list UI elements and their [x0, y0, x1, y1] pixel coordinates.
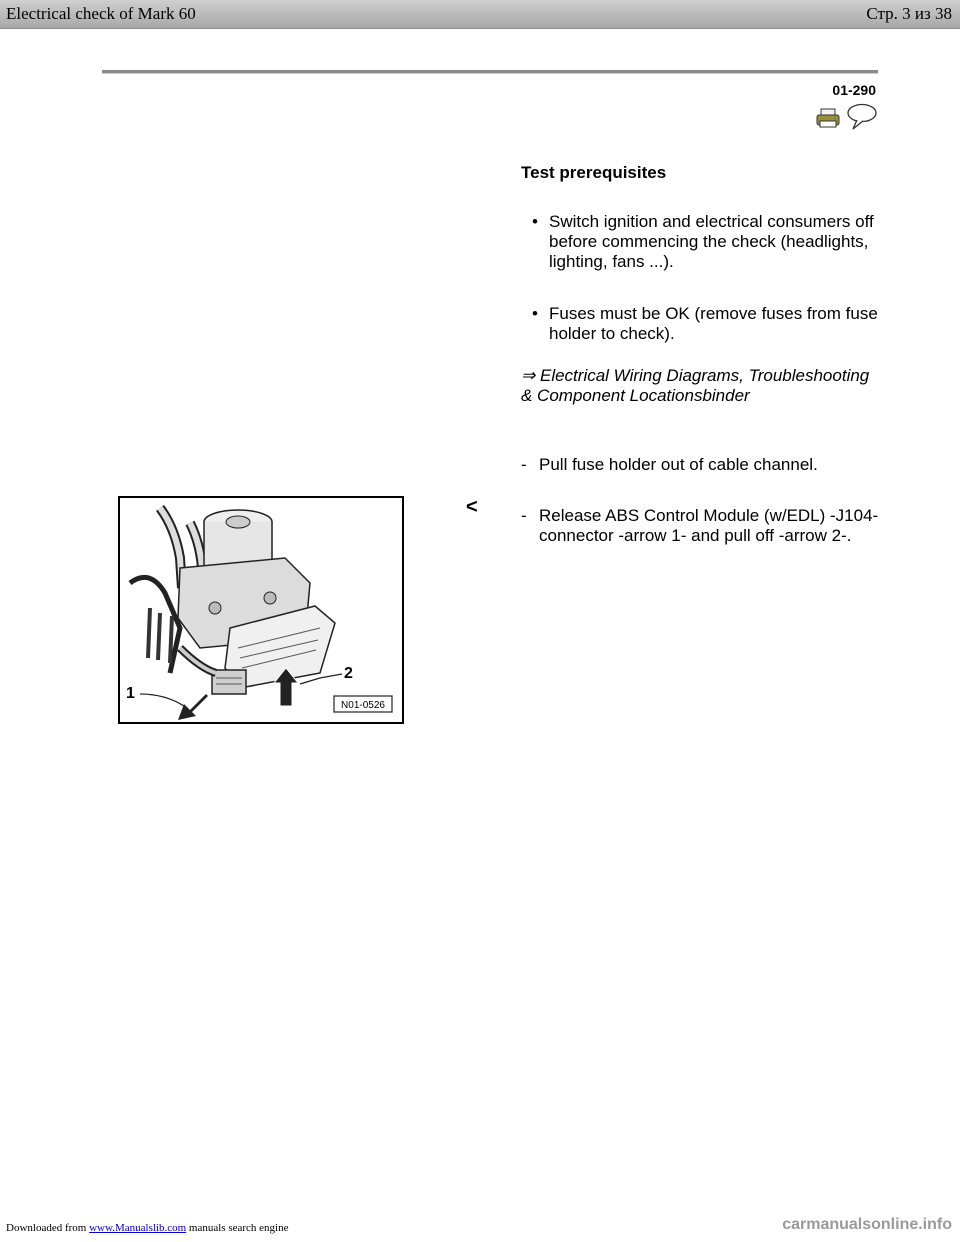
- callout-1: 1: [126, 685, 135, 702]
- figure-pointer-icon: <: [466, 496, 478, 518]
- section-heading: Test prerequisites: [521, 163, 667, 182]
- watermark: carmanualsonline.info: [782, 1216, 952, 1233]
- abs-module-illustration: [118, 496, 404, 724]
- figure-code: N01-0526: [341, 700, 385, 711]
- footer-source: [6, 1222, 288, 1234]
- prerequisite-item: [521, 304, 899, 344]
- header-rule: [102, 70, 878, 74]
- footer-suffix: manuals search engine: [188, 1222, 289, 1234]
- step-text: Pull fuse holder out of cable channel.: [539, 455, 818, 474]
- document-number: 01-290: [832, 82, 876, 98]
- step-dash: -: [521, 506, 527, 525]
- printer-icon[interactable]: [816, 108, 840, 133]
- prerequisite-text: Fuses must be OK (remove fuses from fuse holder to check).: [549, 304, 878, 343]
- procedure-step: [521, 506, 889, 546]
- step-text: Release ABS Control Module (w/EDL) -J104- connector -arrow 1- and pull off -arrow 2-.: [539, 506, 879, 545]
- procedure-step: [521, 455, 889, 475]
- page-indicator: Стр. 3 из 38: [866, 4, 952, 23]
- prerequisite-item: [521, 212, 899, 272]
- callout-2: 2: [344, 665, 353, 682]
- reference-text: Electrical Wiring Diagrams, Troubleshooting & Component Locationsbinder: [521, 366, 870, 405]
- bullet-marker: •: [532, 212, 538, 231]
- prerequisite-text: Switch ignition and electrical consumers off before commencing the check (headlights, lighting, fans ...).: [549, 212, 874, 271]
- bullet-marker: •: [532, 304, 538, 323]
- manualslib-link[interactable]: www.Manualslib.com: [89, 1222, 187, 1234]
- speech-balloon-icon[interactable]: [846, 103, 878, 136]
- reference-link[interactable]: [521, 366, 871, 406]
- window-titlebar: [0, 0, 960, 29]
- window-title: Electrical check of Mark 60: [6, 4, 196, 23]
- reference-arrow-icon: ⇒: [521, 366, 536, 385]
- step-dash: -: [521, 455, 527, 474]
- footer-prefix: Downloaded from: [6, 1222, 87, 1234]
